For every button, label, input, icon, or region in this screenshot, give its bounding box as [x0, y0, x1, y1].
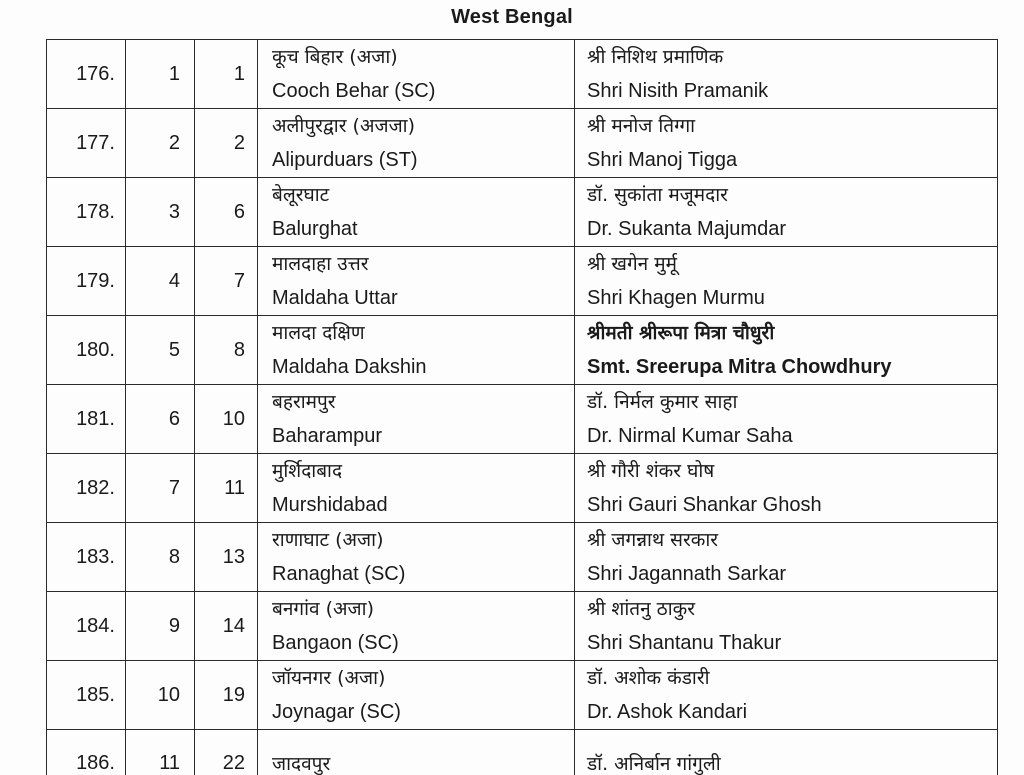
serial-number-cell	[47, 178, 126, 247]
candidate-cell	[575, 247, 998, 316]
constituency-number: 22	[222, 752, 245, 774]
candidate-cell	[575, 109, 998, 178]
state-seat-number: 9	[168, 614, 180, 637]
constituency-name-english: Baharampur	[272, 425, 383, 447]
candidate-name-hindi: श्री शांतनु ठाकुर	[587, 598, 695, 620]
state-seat-number: 5	[168, 338, 180, 361]
constituency-number-cell	[195, 40, 258, 109]
table-row	[47, 730, 998, 775]
state-seat-number: 7	[168, 476, 180, 499]
constituency-name-english: Cooch Behar (SC)	[272, 80, 436, 102]
constituency-cell	[258, 661, 575, 730]
state-seat-number-cell	[126, 40, 195, 109]
serial-number-cell	[47, 454, 126, 523]
constituency-name-hindi: बेलूरघाट	[272, 184, 330, 206]
candidate-cell	[575, 661, 998, 730]
constituency-name-hindi: बनगांव (अजा)	[272, 598, 374, 620]
serial-number: 177.	[76, 131, 115, 154]
serial-number: 182.	[76, 476, 115, 499]
constituency-number: 7	[233, 269, 245, 292]
table-row	[47, 661, 998, 730]
constituency-number-cell	[195, 316, 258, 385]
candidate-cell	[575, 523, 998, 592]
constituency-name-hindi: अलीपुरद्वार (अजजा)	[272, 115, 415, 137]
candidate-name-hindi: श्री निशिथ प्रमाणिक	[587, 46, 724, 68]
state-seat-number: 4	[168, 269, 180, 292]
table-row	[47, 109, 998, 178]
constituency-cell	[258, 730, 575, 775]
serial-number: 185.	[76, 683, 115, 706]
serial-number: 186.	[76, 752, 115, 774]
candidate-name-english: Shri Nisith Pramanik	[587, 80, 769, 102]
state-seat-number-cell	[126, 247, 195, 316]
constituency-number: 13	[222, 545, 245, 568]
serial-number: 176.	[76, 62, 115, 85]
serial-number-cell	[47, 247, 126, 316]
serial-number-cell	[47, 523, 126, 592]
state-seat-number: 3	[168, 200, 180, 223]
page-title: West Bengal	[451, 6, 573, 28]
table-row	[47, 385, 998, 454]
constituency-number-cell	[195, 247, 258, 316]
state-seat-number: 11	[159, 752, 180, 774]
state-seat-number: 6	[168, 407, 180, 430]
serial-number: 181.	[76, 407, 115, 430]
table-row	[47, 454, 998, 523]
serial-number-cell	[47, 661, 126, 730]
candidate-name-hindi: श्री खगेन मुर्मू	[587, 253, 677, 275]
candidate-name-hindi: डॉ. अनिर्बान गांगुली	[587, 752, 721, 775]
candidate-name-hindi: श्री मनोज तिग्गा	[587, 115, 696, 137]
candidate-name-english: Dr. Nirmal Kumar Saha	[587, 425, 793, 447]
constituency-number-cell	[195, 178, 258, 247]
serial-number: 183.	[76, 545, 115, 568]
constituency-name-hindi: जॉयनगर (अजा)	[272, 667, 386, 689]
constituency-cell	[258, 523, 575, 592]
state-seat-number-cell	[126, 592, 195, 661]
constituency-cell	[258, 454, 575, 523]
state-seat-number-cell	[126, 454, 195, 523]
constituency-name-english: Alipurduars (ST)	[272, 149, 418, 171]
candidate-name-hindi: श्रीमती श्रीरूपा मित्रा चौधुरी	[587, 322, 775, 344]
constituency-cell	[258, 40, 575, 109]
state-seat-number-cell	[126, 109, 195, 178]
constituency-cell	[258, 247, 575, 316]
constituency-number-cell	[195, 523, 258, 592]
constituency-name-hindi: राणाघाट (अजा)	[272, 529, 384, 551]
candidate-cell	[575, 730, 998, 775]
candidate-name-english: Dr. Sukanta Majumdar	[587, 218, 786, 240]
serial-number-cell	[47, 385, 126, 454]
constituency-number: 8	[233, 338, 245, 361]
constituency-name-hindi: मालदा दक्षिण	[272, 322, 365, 344]
candidate-cell	[575, 454, 998, 523]
serial-number: 179.	[76, 269, 115, 292]
state-seat-number-cell	[126, 523, 195, 592]
constituency-cell	[258, 385, 575, 454]
table-row	[47, 592, 998, 661]
candidate-table-body	[47, 40, 998, 775]
state-seat-number: 2	[168, 131, 180, 154]
state-seat-number-cell	[126, 316, 195, 385]
candidate-name-hindi: डॉ. निर्मल कुमार साहा	[587, 391, 738, 413]
serial-number-cell	[47, 109, 126, 178]
constituency-number: 14	[222, 614, 245, 637]
constituency-number: 1	[233, 62, 245, 85]
serial-number: 184.	[76, 614, 115, 637]
candidate-cell	[575, 592, 998, 661]
constituency-cell	[258, 109, 575, 178]
state-seat-number: 10	[157, 683, 180, 706]
candidate-name-hindi: श्री जगन्नाथ सरकार	[587, 529, 719, 551]
candidate-cell	[575, 385, 998, 454]
constituency-name-english: Maldaha Uttar	[272, 287, 398, 309]
constituency-name-hindi: जादवपुर	[272, 752, 331, 775]
table-row	[47, 247, 998, 316]
candidate-name-english: Smt. Sreerupa Mitra Chowdhury	[587, 356, 892, 378]
constituency-number-cell	[195, 454, 258, 523]
serial-number-cell	[47, 592, 126, 661]
state-seat-number-cell	[126, 385, 195, 454]
constituency-cell	[258, 316, 575, 385]
constituency-number-cell	[195, 592, 258, 661]
candidate-name-english: Shri Khagen Murmu	[587, 287, 765, 309]
candidate-cell	[575, 178, 998, 247]
candidate-name-english: Shri Shantanu Thakur	[587, 632, 782, 654]
state-seat-number-cell	[126, 661, 195, 730]
constituency-name-english: Ranaghat (SC)	[272, 563, 406, 585]
constituency-number: 11	[224, 476, 245, 499]
serial-number: 178.	[76, 200, 115, 223]
constituency-name-english: Maldaha Dakshin	[272, 356, 427, 378]
table-row	[47, 178, 998, 247]
constituency-cell	[258, 178, 575, 247]
table-row	[47, 316, 998, 385]
constituency-number-cell	[195, 109, 258, 178]
candidate-name-english: Shri Manoj Tigga	[587, 149, 738, 171]
candidate-name-english: Shri Jagannath Sarkar	[587, 563, 787, 585]
table-row	[47, 523, 998, 592]
candidate-name-english: Dr. Ashok Kandari	[587, 701, 748, 723]
state-seat-number: 8	[168, 545, 180, 568]
constituency-name-english: Bangaon (SC)	[272, 632, 399, 654]
constituency-name-english: Joynagar (SC)	[272, 701, 401, 723]
constituency-number: 10	[222, 407, 245, 430]
constituency-name-english: Murshidabad	[272, 494, 388, 516]
constituency-name-hindi: बहरामपुर	[272, 391, 336, 413]
candidate-cell	[575, 316, 998, 385]
constituency-number: 6	[233, 200, 245, 223]
constituency-name-hindi: कूच बिहार (अजा)	[272, 46, 398, 68]
constituency-number: 19	[222, 683, 245, 706]
state-seat-number: 1	[168, 62, 180, 85]
candidate-table	[46, 39, 998, 775]
constituency-number-cell	[195, 385, 258, 454]
table-row	[47, 40, 998, 109]
candidate-name-english: Shri Gauri Shankar Ghosh	[587, 494, 822, 516]
serial-number-cell	[47, 40, 126, 109]
state-seat-number-cell	[126, 178, 195, 247]
state-seat-number-cell	[126, 730, 195, 775]
candidate-name-hindi: डॉ. सुकांता मजूमदार	[587, 184, 728, 206]
constituency-cell	[258, 592, 575, 661]
candidate-name-hindi: डॉ. अशोक कंडारी	[587, 667, 710, 689]
constituency-number: 2	[233, 131, 245, 154]
constituency-name-english: Balurghat	[272, 218, 358, 240]
constituency-name-hindi: मुर्शिदाबाद	[272, 460, 343, 482]
constituency-name-hindi: मालदाहा उत्तर	[272, 253, 369, 275]
candidate-cell	[575, 40, 998, 109]
serial-number: 180.	[76, 338, 115, 361]
candidate-name-hindi: श्री गौरी शंकर घोष	[587, 460, 715, 482]
serial-number-cell	[47, 730, 126, 775]
constituency-number-cell	[195, 730, 258, 775]
constituency-number-cell	[195, 661, 258, 730]
serial-number-cell	[47, 316, 126, 385]
